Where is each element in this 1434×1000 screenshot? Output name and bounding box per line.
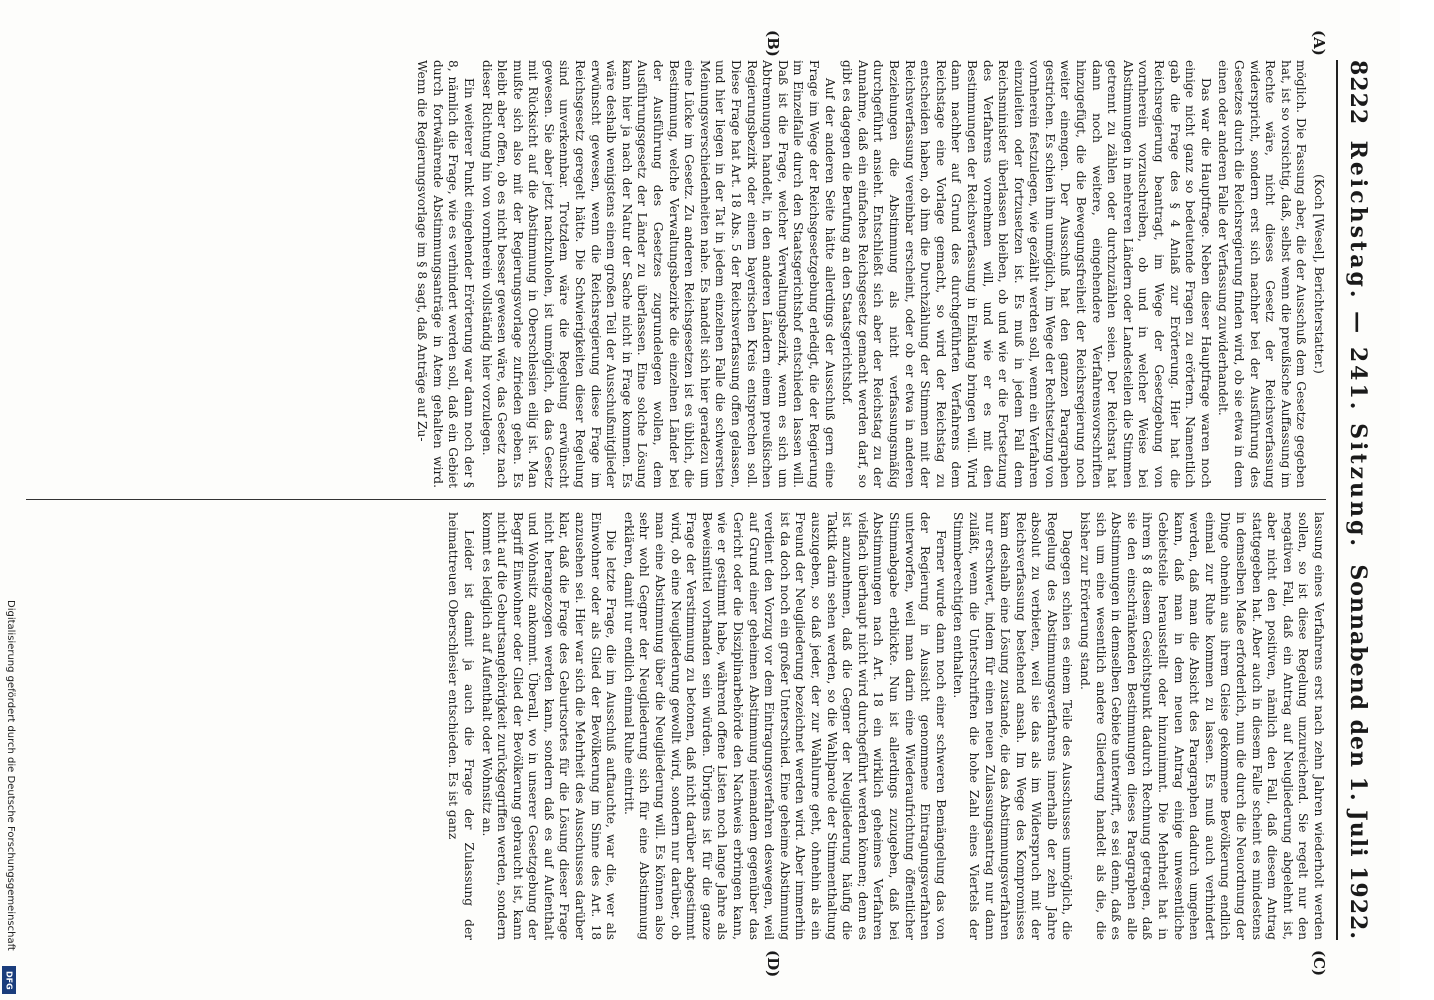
page-number: 8222 [1345,60,1371,126]
paragraph: (Koch [Wesel], Berichterstatter.) [1312,174,1326,374]
margin-marker-b: (B) [764,30,782,57]
margin-marker-a: (A) [1310,30,1328,56]
paragraph: Dagegen schien es einem Teile des Ausschusses unmöglich, die Regelung des Abstimmungsverfahrens innerhalb der zehn Jahre absolut zu verbieten, weil sie das als im Widerspruch mit der Reichsverfassung bestehend ansah. Im Wege des Kompromisses kam deshalb eine Lösung zustande, die das Abstimmungsverfahren nur erschwert, indem für einen neuen Zulassungsantrag nur dann zuläßt, wenn die Unterschriften die hohe Zahl eines Viertels der Stimmberechtigten enthalten. [951,512,1075,940]
paragraph: Ein weiterer Punkt eingehender Erörterung war dann noch der § 8, nämlich die Frage, wie es verhindert werden soll, daß ein Gebiet durch fortwährende Abstimmungsanträge in Atem gehalten wird. Wenn die Regierungsvorlage im § 8 sagt, daß Anträge auf Zu- [415,60,476,488]
right-column [26,512,1326,940]
paragraph: Leider ist damit ja auch die Frage der Zulassung der heimattreuen Oberschlesier entschieden. Es ist ganz [446,512,476,940]
page-header [1336,60,1378,940]
paragraph: Das war die Hauptfrage. Neben dieser Hauptfrage waren noch einige nicht ganz so bedeutende Fragen zu erörtern. Namentlich gab die Frage des § 4 Anlaß zur Erörterung. Hier hat die Reichsregierung beantragt, im Wege der Gesetzgebung von vornherein vorzuschreiben, ob und in welcher Weise bei Abstimmungen in mehreren Ländern oder Landesteilen die Stimmen getrennt zu zählen oder durchzuzählen seien. Der Reichsrat hat dann noch weitere, eingehendere Verfahrensvorschriften hinzugefügt, die die Bewegungsfreiheit der Reichsregierung noch weiter einengen. Der Ausschuß hat den ganzen Paragraphen gestrichen. Es schien ihm unmöglich, im Wege der Rechtsetzung von vornherein festzulegen, wie gezählt werden soll, wenn ein Verfahren einzuleiten oder fortzusetzen ist. Es muß in jedem Fall dem Reichsminister überlassen bleiben, ob und wie er die Fortsetzung des Verfahrens vornehmen will, und wie er es mit den Bestimmungen der Reichsverfassung in Einklang bringen will. Wird dann nachher auf Grund des durchgeführten Verfahrens dem Reichstage eine Vorlage gemacht, so wird der Reichstag zu entscheiden haben, ob ihm die Durchzählung der Stimmen mit der Reichsverfassung vereinbar erscheint, oder ob er etwa in anderen Beziehungen die Abstimmung als nicht verfassungsmäßig durchgeführt ansieht. Entschließt sich aber der Reichstag zu der Annahme, daß ein einfaches Reichsgesetz gemacht werden darf, so gibt es dagegen die Berufung an den Staatsgerichtshof. [840,60,1213,488]
page-title: Reichstag. — 241. Sitzung. [1345,140,1371,550]
paragraph: Ferner wurde dann noch einer schweren Bemängelung das von der Regierung in Aussicht genommene Eintragungsverfahren unterworfen, weil man darin eine Wiederaufrichtung öffentlicher Stimmabgabe erblickte. Nun ist allerdings zuzugeben, daß bei Abstimmungen nach Art. 18 ein wirklich geheimes Verfahren vielfach überhaupt nicht wird durchgeführt werden können; denn es ist anzunehmen, daß die Gegner der Neugliederung häufig die Taktik darin sehen werden, so die Wahlparole der Stimmenthaltung auszugeben, so daß jeder, der zur Wahlurne geht, ohnehin als ein Freund der Neugliederung bezeichnet werden wird. Aber immerhin ist da doch noch ein großer Unterschied. Eine geheime Abstimmung verdient den Vorzug vor dem Eintragungsverfahren deswegen, weil auf Grund einer geheimen Abstimmung niemandem gegenüber das Gericht oder die Disziplinarbehörde den Nachweis erbringen kann, wie er gestimmt habe, während offene Listen noch lange Jahre als Beweismittel vorhanden sein würden. Übrigens ist für die ganze Frage der Verstimmung zu betonen, daß nicht darüber abgestimmt wird, ob eine Neugliederung gewollt wird, sondern nur darüber, ob man eine Abstimmung über die Neugliederung will. Es können also sehr wohl Gegner der Neugliederung sich für eine Abstimmung erklären, damit nur endlich einmal Ruhe eintritt. [621,512,948,940]
paragraph: lassung eines Verfahrens erst nach zehn Jahren wiederholt werden sollen, so ist diese Regelung unzureichend. Sie regelt nur den negativen Fall, daß ein Antrag auf Neugliederung abgelehnt ist, aber nicht den positiven, nämlich den Fall, daß diesem Antrag stattgegeben hat. Aber auch in diesem Falle scheint es mindestens in demselben Maße erforderlich, nun die durch die Neuordnung der Dinge ohnehin aus ihrem Gleise gekommene Bevölkerung endlich einmal zur Ruhe kommen zu lassen. Es muß auch verhindert werden, daß man die Absicht des Paragraphen dadurch umgehen kann, daß man in dem neuen Antrag einige unwesentliche Gebietsteile herausstellt oder hinzunimmt. Die Mehrheit hat in ihrem § 8 diesem Gesichtspunkt dadurch Rechnung getragen, daß sie den einschränkenden Bestimmungen dieses Paragraphen alle Abstimmungen in demselben Gebiete unterwirft, es sei denn, daß es sich um eine wesentlich andere Gliederung handelt als die, die bisher zur Erörterung stand. [1078,512,1326,940]
paragraph: Auf der anderen Seite hätte allerdings der Ausschuß gern eine Frage im Wege der Reichsgesetzgebung erledigt, die der Regierung im Einzelfalle durch den Staatsgerichtshof entschieden lassen will. Daß ist die Frage, welcher Verwaltungsbezirk, wenn es sich um Abtrennungen handelt, in den anderen Ländern einem preußischen Regierungsbezirk oder einem bayerischen Kreis entsprechen soll. Diese Frage hat Art. 18 Abs. 5 der Reichsverfassung offen gelassen, und hier liegen in der Tat in jedem einzelnen Falle die schwersten Meinungsverschiedenheiten nahe. Es handelt sich hier geradezu um eine Lücke im Gesetz. Zu anderen Reichsgesetzen ist es üblich, die Bestimmung, welche Verwaltungsbezirke die einzelnen Länder bei der Ausführung des Gesetzes zugrundelegen wollen, dem Ausführungsgesetz der Länder zu überlassen. Eine solche Lösung kann hier ja nach der Natur der Sache nicht in Frage kommen. Es wäre deshalb wenigstens einem großen Teil der Ausschußmitglieder erwünscht gewesen, wenn die Reichsregierung diese Frage im Reichsgesetz geregelt hätte. Die Schwierigkeiten dieser Regelung sind unverkennbar. Trotzdem wäre die Regelung erwünscht gewesen. Sie aber jetzt nachzuholen, ist unmöglich, da das Gesetz mit Rücksicht auf die Abstimmung in Oberschlesien eilig ist. Man mußte sich also mit der Regierungsvorlage zufrieden geben. Es bleibt aber offen, ob es nicht besser gewesen wäre, das Gesetz nach dieser Richtung hin von vornherein vollständig hier vorzulegen. [479,60,837,488]
paragraph: möglich. Die Fassung aber, die der Ausschuß dem Gesetze gegeben hat, ist so vorsichtig, daß, selbst wenn die preußische Auffassung im Rechte wäre, nicht dieses Gesetz der Reichsverfassung widerspricht, sondern erst sich nachher bei der Ausführung des Gesetzes durch die Reichsregierung finden wird, ob sie etwa in dem einen oder anderen Falle der Verfassung zuwiderhandelt. [1216,60,1309,488]
left-column [26,60,1326,488]
paragraph: Die letzte Frage, die im Ausschuß auftauchte, war die, wer als Einwohner oder als Glied der Bevölkerung im Sinne des Art. 18 anzusehen sei. Hier war sich die Mehrheit des Ausschusses darüber klar, daß die Frage des Geburtsortes für die Lösung dieser Frage nicht herangezogen werden kann, sondern daß es auf Aufenthalt und Wohnsitz ankommt. Überall, wo in unserer Gesetzgebung der Begriff Einwohner oder Glied der Bevölkerung gebraucht ist, kann nicht auf die Geburtsangehörigkeit zurückgegriffen werden, sondern kommt es lediglich auf Aufenthalt oder Wohnsitz an. [479,512,619,940]
digitization-credit: Digitalisierung gefördert durch die Deutsche Forschungsgemeinschaft [5,600,16,951]
margin-marker-d: (D) [764,950,782,978]
margin-marker-c: (C) [1310,950,1328,977]
session-date: Sonnabend den 1. Juli 1922. [1345,564,1371,940]
dfg-logo: DFG [2,966,16,994]
column-divider [26,499,1326,500]
